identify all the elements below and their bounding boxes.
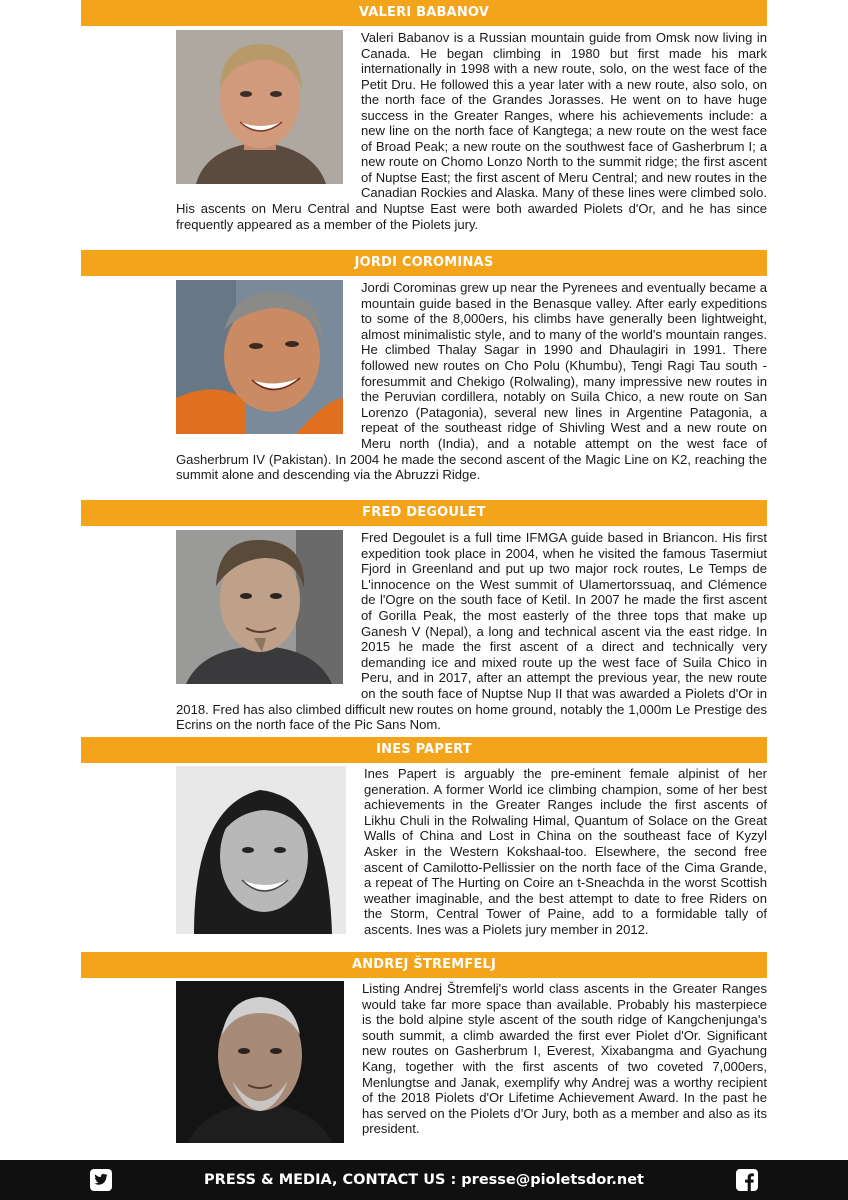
profile-bio: Listing Andrej Štremfelj's world class ascents in the Greater Ranges would take far more space than available. Probably his masterpiece is the bold alpine style ascent of the south ridge of Kangchenjunga's south summit, a climb awarded the first ever Piolet d'Or. Significant new routes on Gasherbrum I, Everest, Xixabangma and Gyachung Kang, together with the first ascents of two coveted 7,000ers, Menlungtse and Janak, exemplify why Andrej was a worthy recipient of the 2018 Piolets d'Or Lifetime Achievement Award. In the past he has served on the Piolets d'Or Jury, both as a member and also as its president. — [362, 981, 767, 1137]
profile-bio: Valeri Babanov is a Russian mountain guide from Omsk now living in Canada. He began climbing in 1980 but first made his mark internationally in 1998 with a new route, solo, on the west face of the Petit Dru. He followed this a year later with a new route, also solo, on the north face of the Grandes Jorasses. He went on to have huge success in the Greater Ranges, where his achievements include: a new line on the north face of Kangtega; a new route on the west face of Broad Peak; a new route on the southwest face of Gasherbrum I; a new route on Chomo Lonzo North to the summit ridge; the first ascent of Nuptse East; the first ascent of Meru Central; and new routes in the Canadian Rockies and Alaska. Many of these lines were climbed solo. His ascents on Meru Central and Nuptse East were both awarded Piolets d'Or, and he has since frequently appeared as a member of the Piolets jury. — [176, 30, 767, 232]
profile-name-bar: VALERI BABANOV — [81, 0, 767, 26]
portrait-photo — [176, 981, 344, 1143]
profile-name-bar: FRED DEGOULET — [81, 500, 767, 526]
facebook-icon[interactable] — [736, 1169, 758, 1191]
profile-name-bar: JORDI COROMINAS — [81, 250, 767, 276]
portrait-photo — [176, 280, 343, 434]
profile-body — [81, 530, 767, 733]
portrait-photo — [176, 530, 343, 684]
profile-name-bar: ANDREJ ŠTREMFELJ — [81, 952, 767, 978]
profile-valeri-babanov — [81, 0, 767, 232]
portrait-photo — [176, 766, 346, 934]
profile-bio: Jordi Corominas grew up near the Pyrenees and eventually became a mountain guide based in the Benasque valley. After early expeditions to some of the 8,000ers, his climbs have generally been lightweight, almost minimalistic style, and to many of the world's mountain ranges. He climbed Thalay Sagar in 1990 and Dhaulagiri in 1991. There followed new routes on Cho Polu (Khumbu), Tengi Ragi Tau south -foresummit and Chekigo (Rolwaling), many impressive new routes in the Peruvian cordillera, notably on Suila Chico, a new route on San Lorenzo (Patagonia), several new lines in Argentine Patagonia, a repeat of the southeast ridge of Shivling West and a new route on Meru north (India), and a notable attempt on the west face of Gasherbrum IV (Pakistan). In 2004 he made the second ascent of the Magic Line on K2, reaching the summit alone and descending via the Abruzzi Ridge. — [176, 280, 767, 483]
profile-bio: Fred Degoulet is a full time IFMGA guide based in Briancon. His first expedition took place in 2004, when he visited the famous Tasermiut Fjord in Greenland and put up two major rock routes, Le Temps de L'innocence on the West summit of Ulamertorssuaq, and Clémence de l'Ogre on the south face of Ketil. In 2007 he made the first ascent of Gorilla Peak, the most easterly of the three tops that make up Ganesh V (Nepal), a long and technical ascent via the east ridge. In 2015 he made the first ascent of a direct and technically very demanding ice and mixed route up the west face of Suila Chico in Peru, and in 2017, after an attempt the previous year, the new route on the south face of Nuptse Nup II that was awarded a Piolets d'Or in 2018. Fred has also climbed difficult new routes on home ground, notably the 1,000m Le Prestige des Ecrins on the north face of the Pic Sans Nom. — [176, 530, 767, 733]
profile-jordi-corominas — [81, 250, 767, 483]
profile-body — [81, 30, 767, 232]
profile-body — [81, 280, 767, 483]
footer-contact[interactable]: PRESS & MEDIA, CONTACT US : presse@pioletsdor.net — [204, 1172, 644, 1188]
profile-body — [81, 981, 767, 1137]
footer-bar — [0, 1160, 848, 1200]
profile-bio: Ines Papert is arguably the pre-eminent female alpinist of her generation. A former World ice climbing champion, some of her best achievements in the Greater Ranges include the first ascents of Likhu Chuli in the Rolwaling Himal, Quantum of Solace on the Great Walls of China and Lost in China on the southeast face of Kyzyl Asker in the Western Kokshaal-too. Elsewhere, the second free ascent of Camilotto-Pellissier on the north face of the Cima Grande, a repeat of The Hurting on Coire an t-Sneachda in the worst Scottish weather imaginable, and the best attempt to date to free Riders on the Storm, Central Tower of Paine, add to a formidable tally of ascents. Ines was a Piolets jury member in 2012. — [364, 766, 767, 937]
profile-andrej-stremfelj — [81, 952, 767, 1145]
portrait-photo — [176, 30, 343, 184]
profile-ines-papert — [81, 737, 767, 938]
profile-body — [81, 766, 767, 938]
profile-name-bar: INES PAPERT — [81, 737, 767, 763]
profile-fred-degoulet — [81, 500, 767, 733]
